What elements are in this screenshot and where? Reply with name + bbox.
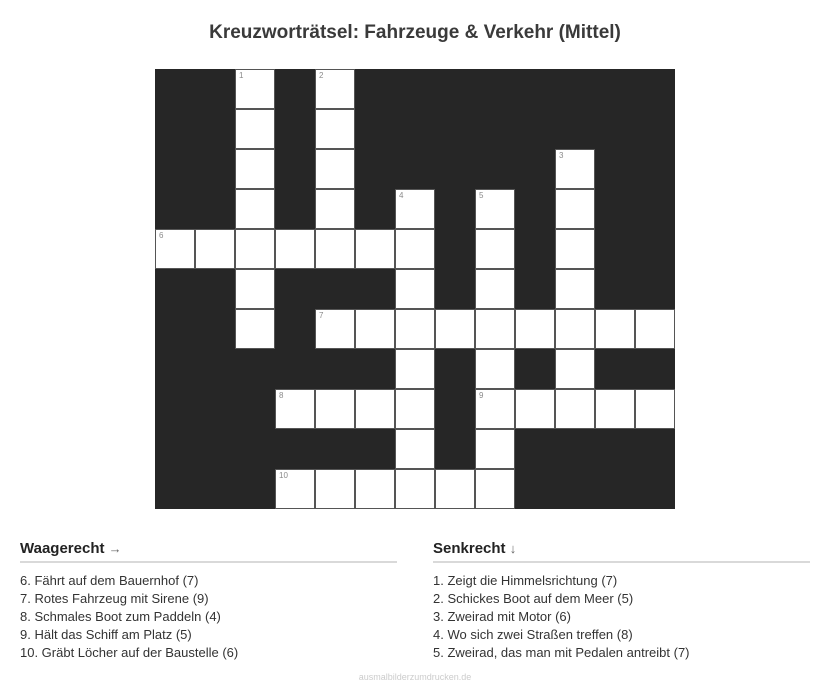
cell-number: 5 (479, 191, 484, 200)
grid-cell[interactable] (275, 469, 315, 509)
grid-cell[interactable] (555, 349, 595, 389)
grid-cell[interactable] (555, 389, 595, 429)
down-heading (433, 540, 810, 563)
clue-item: 6. Fährt auf dem Bauernhof (7) (20, 573, 199, 588)
grid-cell[interactable] (355, 469, 395, 509)
grid-cell[interactable] (315, 109, 355, 149)
clue-item: 8. Schmales Boot zum Paddeln (4) (20, 609, 221, 624)
cell-number: 3 (559, 151, 564, 160)
grid-cell[interactable] (435, 309, 475, 349)
grid-cell[interactable] (235, 189, 275, 229)
grid-cell[interactable] (195, 229, 235, 269)
clue-item: 9. Hält das Schiff am Platz (5) (20, 627, 192, 642)
grid-cell[interactable] (475, 389, 515, 429)
grid-cell[interactable] (355, 229, 395, 269)
crossword-grid (155, 69, 675, 509)
grid-cell[interactable] (235, 69, 275, 109)
grid-cell[interactable] (395, 269, 435, 309)
across-heading (20, 540, 397, 563)
grid-cell[interactable] (555, 189, 595, 229)
across-clue-list (20, 572, 397, 662)
grid-cell[interactable] (235, 309, 275, 349)
clue-item: 5. Zweirad, das man mit Pedalen antreibt (7) (433, 645, 690, 660)
clue-item: 2. Schickes Boot auf dem Meer (5) (433, 591, 634, 606)
grid-cell[interactable] (515, 309, 555, 349)
grid-cell[interactable] (395, 309, 435, 349)
grid-cell[interactable] (435, 469, 475, 509)
grid-cell[interactable] (315, 149, 355, 189)
clue-item: 3. Zweirad mit Motor (6) (433, 609, 571, 624)
grid-cell[interactable] (475, 189, 515, 229)
grid-cell[interactable] (235, 149, 275, 189)
grid-cell[interactable] (475, 469, 515, 509)
grid-cell[interactable] (315, 469, 355, 509)
down-heading-label: Senkrecht (433, 540, 506, 557)
right-arrow-icon: → (108, 541, 122, 556)
grid-cell[interactable] (235, 109, 275, 149)
down-arrow-icon: ↓ (509, 541, 517, 556)
grid-cell[interactable] (395, 429, 435, 469)
grid-cell[interactable] (475, 229, 515, 269)
grid-cell[interactable] (635, 389, 675, 429)
cell-number: 2 (319, 71, 324, 80)
grid-cell[interactable] (555, 309, 595, 349)
grid-cell[interactable] (555, 229, 595, 269)
grid-cell[interactable] (395, 189, 435, 229)
grid-cell[interactable] (275, 389, 315, 429)
down-clues-column (433, 540, 810, 662)
grid-cell[interactable] (515, 389, 555, 429)
cell-number: 1 (239, 71, 244, 80)
cell-number: 4 (399, 191, 404, 200)
grid-cell[interactable] (155, 229, 195, 269)
grid-cell[interactable] (355, 309, 395, 349)
site-credit: ausmalbilderzumdrucken.de (358, 672, 472, 682)
grid-cell[interactable] (395, 229, 435, 269)
grid-cell[interactable] (235, 229, 275, 269)
grid-cell[interactable] (635, 309, 675, 349)
grid-cell[interactable] (595, 389, 635, 429)
across-heading-label: Waagerecht (20, 540, 105, 557)
clue-item: 7. Rotes Fahrzeug mit Sirene (9) (20, 591, 209, 606)
puzzle-title: Kreuzworträtsel: Fahrzeuge & Verkehr (Mittel) (209, 22, 621, 43)
grid-cell[interactable] (475, 309, 515, 349)
grid-cell[interactable] (395, 349, 435, 389)
grid-cell[interactable] (395, 469, 435, 509)
cell-number: 7 (319, 311, 324, 320)
cell-number: 10 (279, 471, 288, 480)
clue-item: 10. Gräbt Löcher auf der Baustelle (6) (20, 645, 239, 660)
across-clues-column (20, 540, 397, 662)
grid-cell[interactable] (595, 309, 635, 349)
cell-number: 6 (159, 231, 164, 240)
grid-cell[interactable] (315, 309, 355, 349)
grid-cell[interactable] (395, 389, 435, 429)
grid-cell[interactable] (475, 349, 515, 389)
grid-cell[interactable] (315, 389, 355, 429)
clue-item: 1. Zeigt die Himmelsrichtung (7) (433, 573, 618, 588)
down-clue-list (433, 572, 810, 662)
grid-cell[interactable] (235, 269, 275, 309)
grid-cell[interactable] (555, 269, 595, 309)
grid-cell[interactable] (475, 269, 515, 309)
clue-item: 4. Wo sich zwei Straßen treffen (8) (433, 627, 633, 642)
cell-number: 9 (479, 391, 484, 400)
grid-cell[interactable] (275, 229, 315, 269)
grid-cell[interactable] (315, 69, 355, 109)
grid-cell[interactable] (355, 389, 395, 429)
grid-cell[interactable] (315, 189, 355, 229)
clues-section (20, 540, 810, 662)
cell-number: 8 (279, 391, 284, 400)
grid-cell[interactable] (315, 229, 355, 269)
grid-cell[interactable] (555, 149, 595, 189)
grid-cell[interactable] (475, 429, 515, 469)
